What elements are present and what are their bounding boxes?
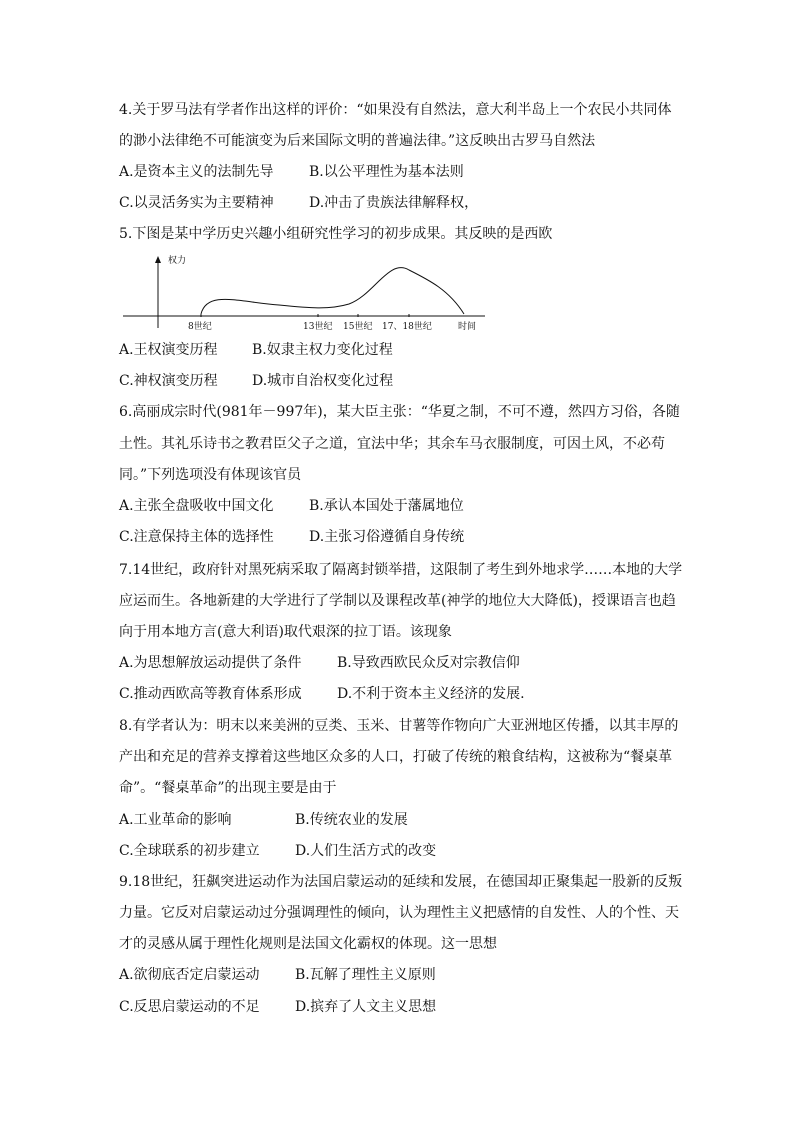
q8-option-c: C.全球联系的初步建立	[119, 843, 260, 859]
q4-option-b: B.以公平理性为基本法则	[309, 164, 464, 180]
q4-stem-line-2: 的渺小法律绝不可能演变为后来国际文明的普遍法律。”这反映出古罗马自然法	[119, 133, 596, 149]
q6-option-a: A.主张全盘吸收中国文化	[119, 498, 274, 514]
q8-option-a: A.工业革命的影响	[119, 812, 232, 828]
q9-stem-line-2: 力量。它反对启蒙运动过分强调理性的倾向，认为理性主义把感情的自发性、人的个性、天	[119, 905, 679, 921]
q9-option-c: C.反思启蒙运动的不足	[119, 999, 260, 1015]
q4-option-a: A.是资本主义的法制先导	[119, 164, 274, 180]
q6-option-b: B.承认本国处于藩属地位	[309, 498, 464, 514]
q7-stem-line-2: 应运而生。各地新建的大学进行了学制以及课程改革(神学的地位大大降低)，授课语言也趋	[119, 593, 676, 609]
q5-option-b: B.奴隶主权力变化过程	[252, 342, 393, 358]
q7-option-b: B.导致西欧民众反对宗教信仰	[337, 655, 520, 671]
q8-stem-line-3: 命”。“餐桌革命”的出现主要是由于	[119, 780, 337, 796]
q8-option-b: B.传统农业的发展	[295, 812, 408, 828]
y-axis-label: 权力	[168, 256, 187, 266]
q4-option-c: C.以灵活务实为主要精神	[119, 195, 274, 211]
q6-option-d: D.主张习俗遵循自身传统	[309, 529, 465, 545]
power-curve-line	[201, 268, 464, 314]
q7-option-d: D.不利于资本主义经济的发展.	[337, 686, 525, 702]
q8-stem-line-1: 8.有学者认为：明末以来美洲的豆类、玉米、甘薯等作物向广大亚洲地区传播，以其丰厚的	[119, 718, 679, 734]
q5-option-c: C.神权演变历程	[119, 373, 218, 389]
q6-stem-line-1: 6.高丽成宗时代(981年－997年)，某大臣主张：“华夏之制，不可不遵，然四方习俗，各随	[119, 404, 680, 420]
q8-option-d: D.人们生活方式的改变	[295, 843, 437, 859]
q8-stem-line-2: 产出和充足的营养支撑着这些地区众多的人口，打破了传统的粮食结构，这被称为“餐桌革	[119, 749, 673, 765]
q4-option-d: D.冲击了贵族法律解释权，	[309, 195, 479, 211]
q9-option-d: D.摈弃了人文主义思想	[295, 999, 437, 1015]
q9-option-b: B.瓦解了理性主义原则	[295, 967, 436, 983]
q5-stem-line-1: 5.下图是某中学历史兴趣小组研究性学习的初步成果。其反映的是西欧	[119, 226, 553, 242]
x-tick-label-8th-century: 8世纪	[188, 322, 212, 332]
q5-option-d: D.城市自治权变化过程	[252, 373, 394, 389]
q7-stem-line-1: 7.14世纪，政府针对黑死病采取了隔离封锁举措，这限制了考生到外地求学……本地的大学	[119, 562, 683, 578]
q7-option-a: A.为思想解放运动提供了条件	[119, 655, 302, 671]
q6-stem-line-3: 同。”下列选项没有体现该官员	[119, 467, 302, 483]
x-tick-label-15th-century: 15世纪	[343, 322, 373, 332]
q6-option-c: C.注意保持主体的选择性	[119, 529, 274, 545]
q9-option-a: A.欲彻底否定启蒙运动	[119, 967, 260, 983]
x-tick-label-17-18th-century: 17、18世纪	[382, 322, 432, 332]
q9-stem-line-3: 才的灵感从属于理性化规则是法国文化霸权的体现。这一思想	[119, 936, 497, 952]
y-axis-arrow	[155, 256, 161, 263]
q4-stem-line-1: 4.关于罗马法有学者作出这样的评价：“如果没有自然法，意大利半岛上一个农民小共同体	[119, 102, 672, 118]
power-curve-chart	[119, 250, 489, 335]
q5-option-a: A.王权演变历程	[119, 342, 218, 358]
x-tick-label-13th-century: 13世纪	[303, 322, 333, 332]
x-axis-label: 时间	[458, 322, 477, 332]
q7-option-c: C.推动西欧高等教育体系形成	[119, 686, 302, 702]
q6-stem-line-2: 土性。其礼乐诗书之教君臣父子之道，宜法中华；其余车马衣服制度，可因土风，不必苟	[119, 436, 665, 452]
q7-stem-line-3: 向于用本地方言(意大利语)取代艰深的拉丁语。该现象	[119, 624, 452, 640]
q9-stem-line-1: 9.18世纪，狂飙突进运动作为法国启蒙运动的延续和发展，在德国却正聚集起一股新的反叛	[119, 874, 683, 890]
